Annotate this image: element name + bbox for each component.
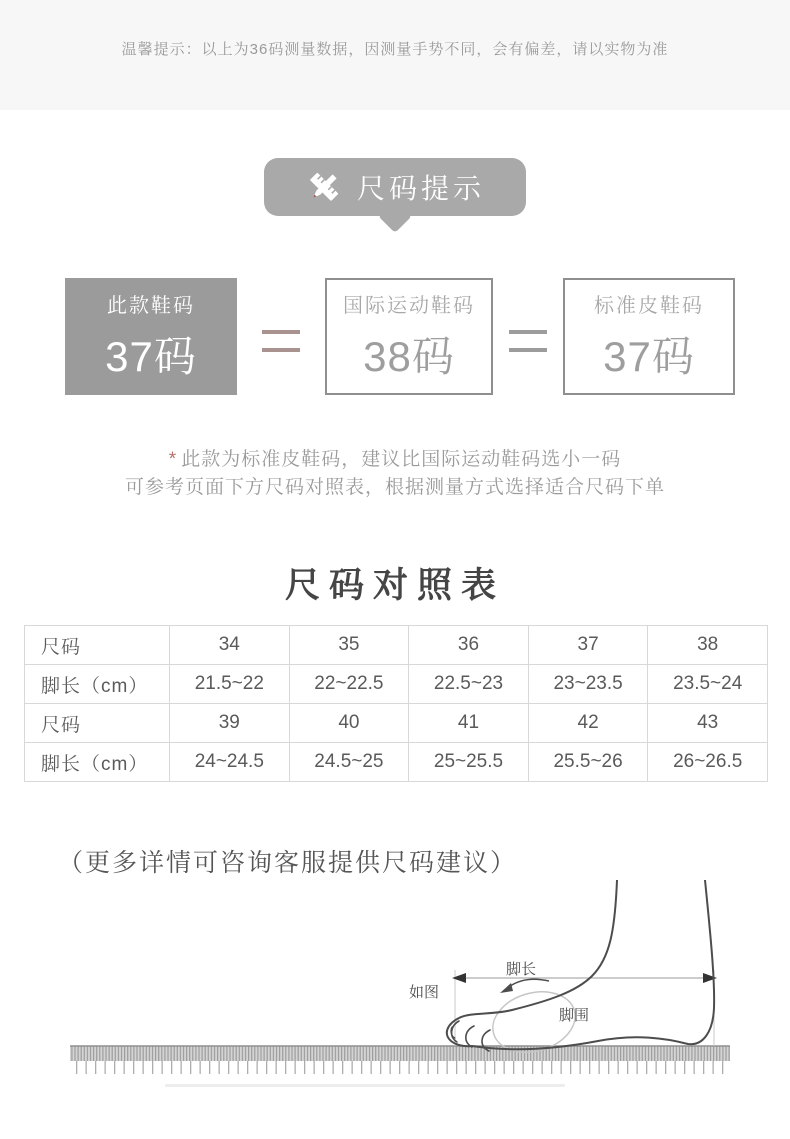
box-value: 38码: [363, 333, 455, 380]
note-line1: * 此款为标准皮鞋码，建议比国际运动鞋码选小一码: [168, 449, 622, 470]
row-label: 尺码: [25, 704, 170, 743]
as-shown-label: 如图: [408, 984, 440, 1001]
box-label: 标准皮鞋码: [594, 295, 704, 317]
box-label: 国际运动鞋码: [343, 295, 475, 317]
row-label: 脚长（cm）: [25, 665, 170, 704]
ruler-pencil-icon: [305, 168, 343, 206]
table-row: [25, 704, 768, 743]
table-cell: 22~22.5: [289, 665, 409, 704]
table-cell: 25~25.5: [409, 743, 529, 782]
equals-sign: [262, 330, 300, 352]
table-cell: 37: [528, 626, 648, 665]
equals-sign: [509, 330, 547, 352]
note-line2: 可参考页面下方尺码对照表，根据测量方式选择适合尺码下单: [124, 477, 665, 498]
foot-measure-diagram: [0, 880, 790, 1139]
table-cell: 23~23.5: [528, 665, 648, 704]
table-cell: 39: [170, 704, 290, 743]
foot-outline: [447, 880, 714, 1051]
table-cell: 24~24.5: [170, 743, 290, 782]
table-cell: 26~26.5: [648, 743, 768, 782]
top-notice-text: 温馨提示：以上为36码测量数据，因测量手势不同，会有偏差，请以实物为准: [121, 41, 669, 58]
foot-girth-arrow: [500, 979, 549, 993]
table-row: [25, 626, 768, 665]
box-value: 37码: [603, 333, 695, 380]
size-note: [0, 446, 790, 502]
table-cell: 41: [409, 704, 529, 743]
box-label: 此款鞋码: [107, 295, 195, 317]
arrow-right-icon: [703, 973, 717, 983]
table-cell: 21.5~22: [170, 665, 290, 704]
badge-label: 尺码提示: [356, 173, 485, 204]
asterisk: *: [168, 449, 178, 470]
table-cell: 38: [648, 626, 768, 665]
size-table: [24, 625, 768, 782]
this-item-size-box: [65, 278, 237, 395]
table-cell: 42: [528, 704, 648, 743]
table-cell: 25.5~26: [528, 743, 648, 782]
ruler: [70, 1046, 730, 1087]
row-label: 脚长（cm）: [25, 743, 170, 782]
foot-length-label: 脚长: [505, 961, 537, 978]
top-notice-strip: [0, 0, 790, 110]
arrow-left-icon: [452, 973, 466, 983]
foot-girth-label: 脚围: [558, 1007, 590, 1024]
table-cell: 43: [648, 704, 768, 743]
table-title: 尺码对照表: [284, 566, 505, 605]
leather-size-box: [563, 278, 735, 395]
table-cell: 34: [170, 626, 290, 665]
box-value: 37码: [105, 333, 197, 380]
table-cell: 22.5~23: [409, 665, 529, 704]
footer-note: （更多详情可咨询客服提供尺码建议）: [58, 849, 518, 877]
table-cell: 36: [409, 626, 529, 665]
size-tip-badge: [264, 158, 526, 216]
table-cell: 23.5~24: [648, 665, 768, 704]
table-cell: 24.5~25: [289, 743, 409, 782]
international-size-box: [325, 278, 493, 395]
table-row: [25, 743, 768, 782]
table-cell: 40: [289, 704, 409, 743]
row-label: 尺码: [25, 626, 170, 665]
ruler-shadow: [165, 1084, 565, 1087]
table-cell: 35: [289, 626, 409, 665]
table-row: [25, 665, 768, 704]
